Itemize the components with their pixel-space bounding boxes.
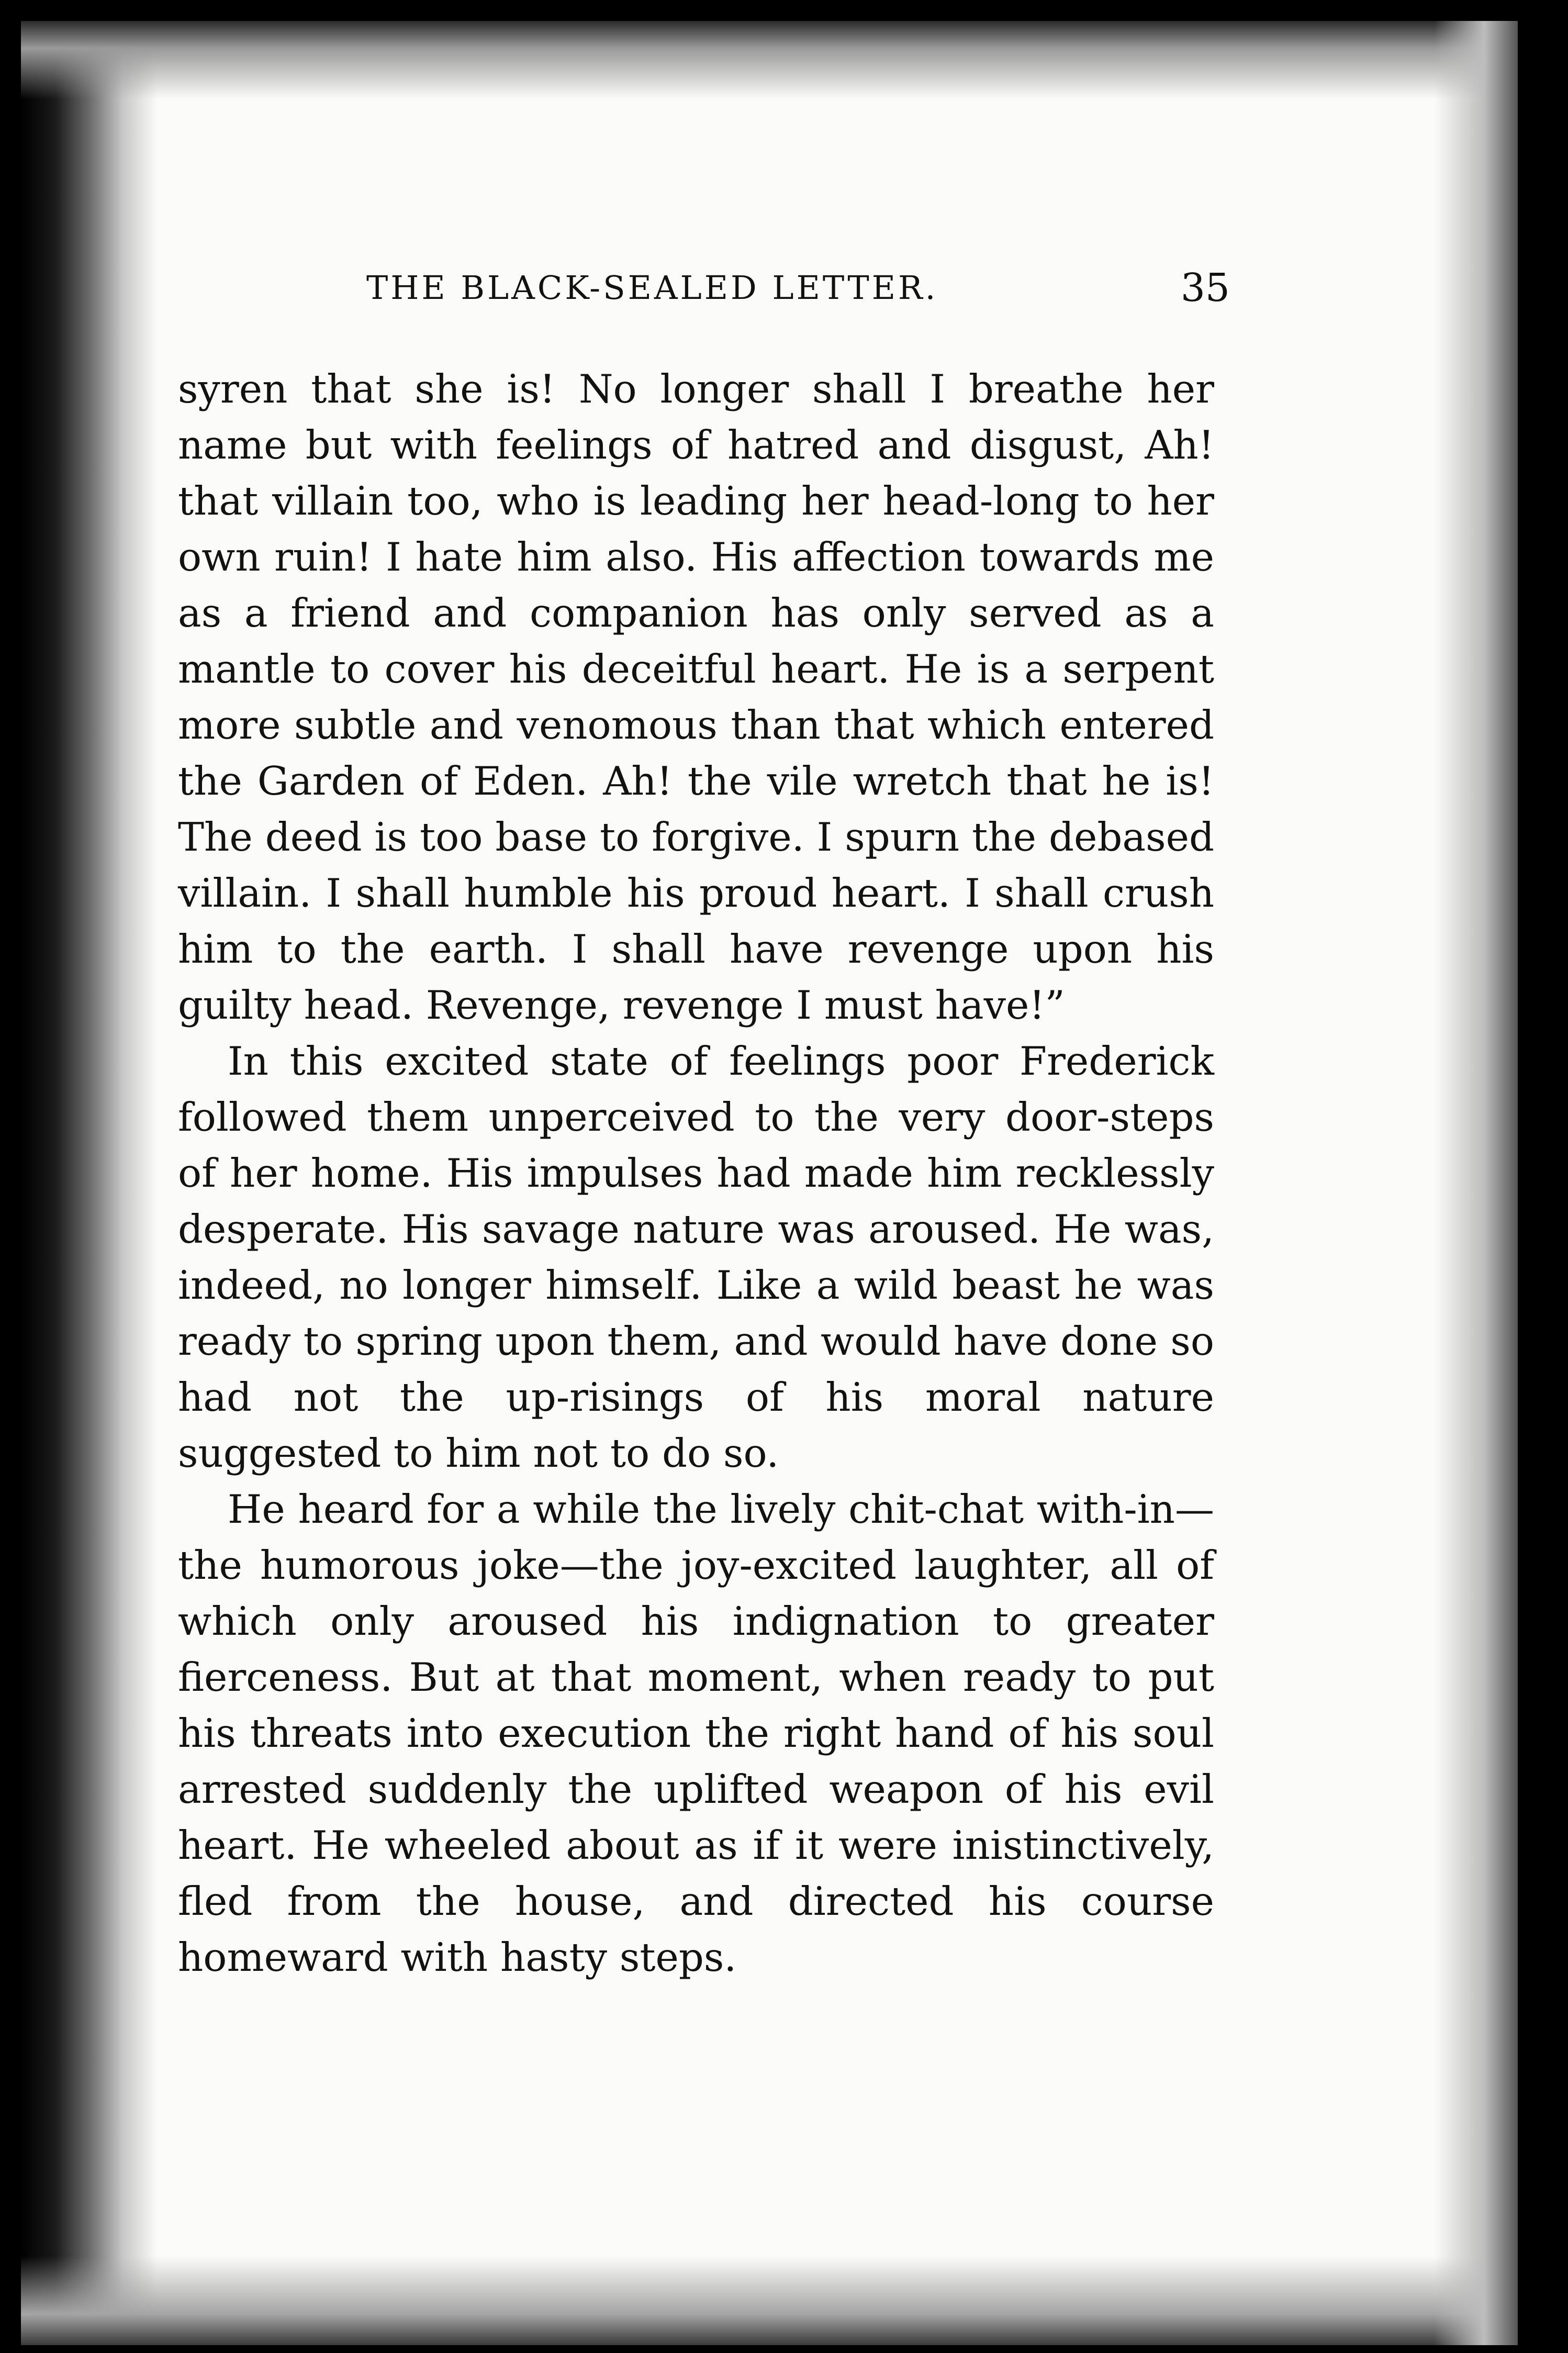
running-title: THE BLACK-SEALED LETTER. bbox=[366, 269, 938, 307]
paragraph: In this excited state of feelings poor Frederick followed them unperceived to the very door-steps of her home. His impulses had made him recklessly desperate. His savage nature was aroused. He was, indeed, no longer himself. Like a wild beast he was ready to spring upon them, and would have done so had not the up-risings of his moral nature suggested to him not to do so. bbox=[178, 1038, 1214, 1476]
page-number: 35 bbox=[1180, 265, 1230, 310]
right-scan-edge bbox=[1434, 21, 1518, 2345]
bottom-scan-edge bbox=[21, 2256, 1518, 2345]
page-header bbox=[366, 257, 1230, 319]
paragraph-continued: syren that she is! No longer shall I breathe her name but with feelings of hatred and disgust, Ah! that villain too, who is leading her head-long to her own ruin! I hate him also. His affection towards me as a friend and companion has only served as a mantle to cover his deceitful heart. He is a serpent more subtle and venomous than that which entered the Garden of Eden. Ah! the vile wretch that he is! The deed is too base to forgive. I spurn the debased villain. I shall humble his proud heart. I shall crush him to the earth. I shall have revenge upon his guilty head. Revenge, revenge I must have!” bbox=[178, 366, 1214, 1028]
book-spine-shadow bbox=[21, 21, 157, 2345]
body-text bbox=[178, 361, 1214, 1986]
paragraph: He heard for a while the lively chit-chat with-in—the humorous joke—the joy-excited laughter, all of which only aroused his indignation to greater fierceness. But at that moment, when ready to put his threats into execution the right hand of his soul arrested suddenly the uplifted weapon of his evil heart. He wheeled about as if it were inistinctively, fled from the house, and directed his course homeward with hasty steps. bbox=[178, 1486, 1214, 1980]
book-page bbox=[21, 21, 1518, 2345]
top-scan-edge bbox=[21, 21, 1518, 99]
